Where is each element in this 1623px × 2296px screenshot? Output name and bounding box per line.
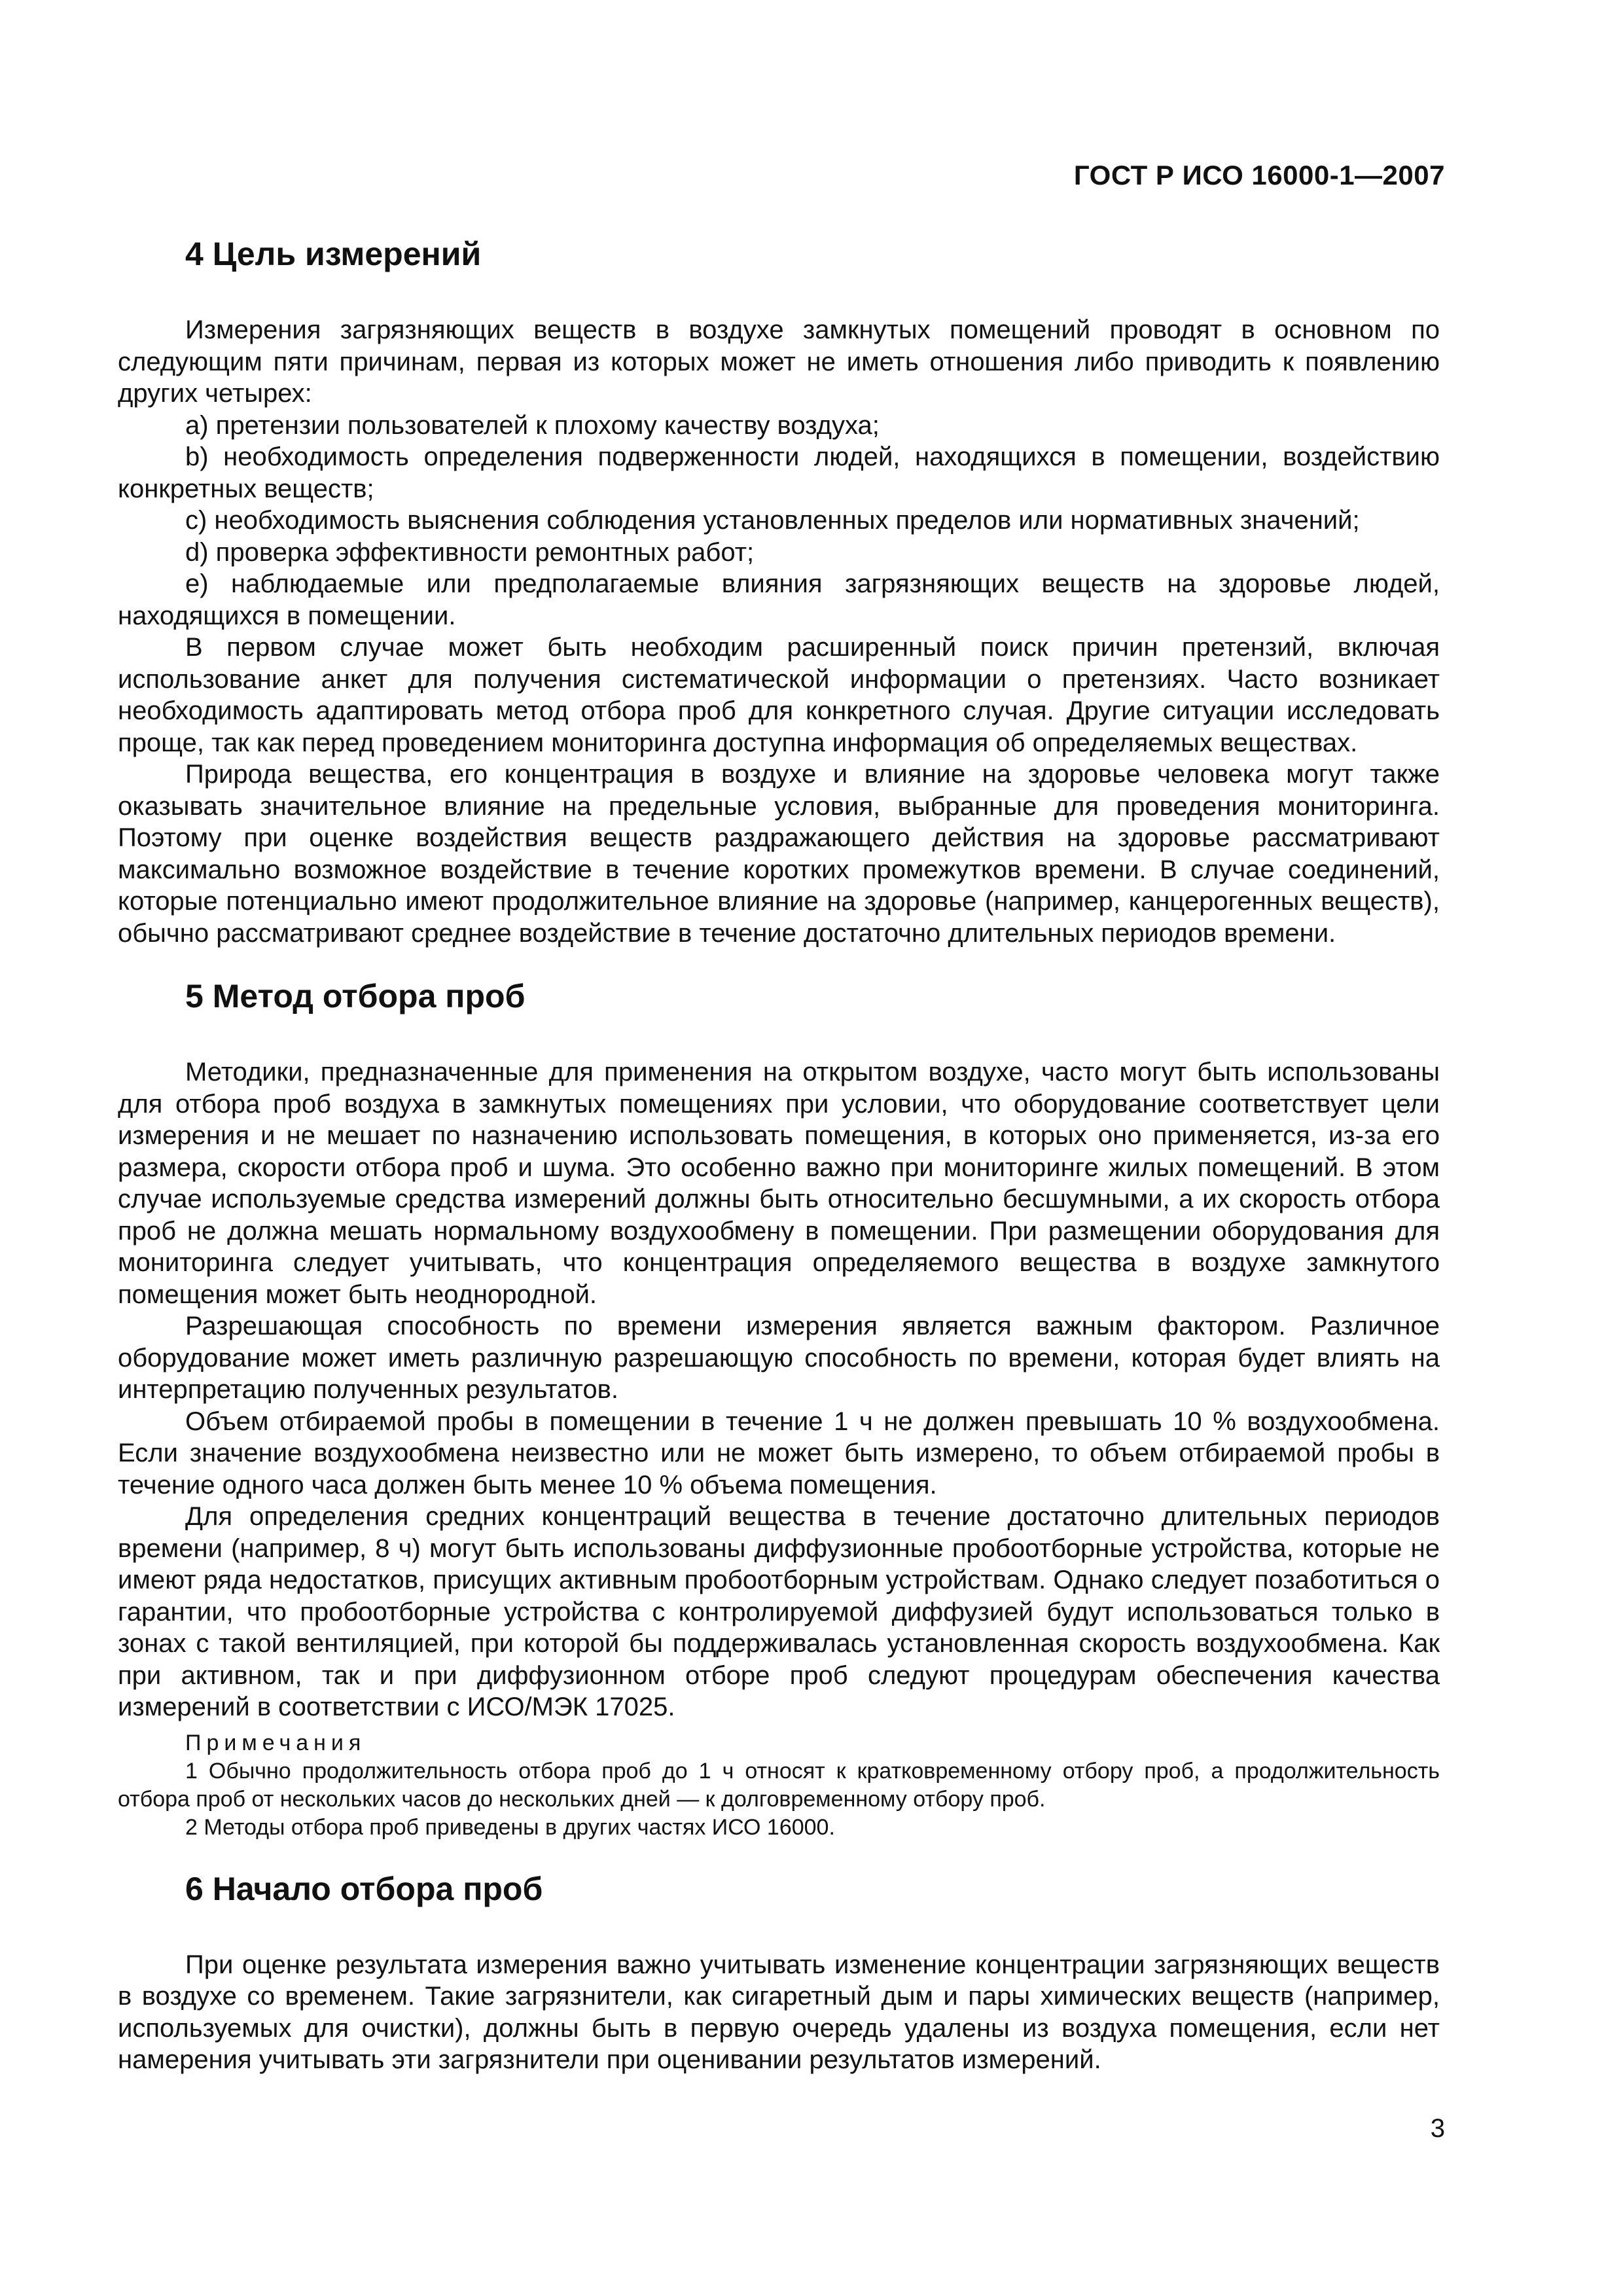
section-4-intro: Измерения загрязняющих веществ в воздухе замкнутых помещений проводят в основном по следующим пяти причинам, первая из которых может не иметь отношения либо приводить к появлению других четырех:: [118, 315, 1440, 408]
section-4-item-e: e) наблюдаемые или предполагаемые влияния загрязняющих веществ на здоровье людей, находящихся в помещении.: [118, 569, 1440, 630]
section-5-title: 5 Метод отбора проб: [185, 978, 526, 1014]
section-5-paragraph: Объем отбираемой пробы в помещении в течение 1 ч не должен превышать 10 % воздухообмена. Если значение воздухообмена неизвестно или не может быть измерено, то объем отбираемой пробы в течение одного часа должен быть менее 10 % объема помещения.: [118, 1407, 1440, 1499]
section-6-title: 6 Начало отбора проб: [185, 1870, 543, 1907]
notes-heading: Примечания: [185, 1730, 366, 1755]
section-4-item-d: d) проверка эффективности ремонтных работ;: [185, 537, 755, 567]
section-4-item-b: b) необходимость определения подверженности людей, находящихся в помещении, воздействию конкретных веществ;: [118, 442, 1440, 503]
section-5-paragraph: Разрешающая способность по времени измерения является важным фактором. Различное оборудование может иметь различную разрешающую способность по времени, которая будет влиять на интерпретацию полученных результатов.: [118, 1312, 1440, 1404]
section-4-paragraph: Природа вещества, его концентрация в воздухе и влияние на здоровье человека могут также оказывать значительное влияние на предельные условия, выбранные для проведения мониторинга. Поэтому при оценке воздействия веществ раздражающего действия на здоровье рассматривают максимально возможное воздействие в течение коротких промежутков времени. В случае соединений, которые потенциально имеют продолжительное влияние на здоровье (например, канцерогенных веществ), обычно рассматривают среднее воздействие в течение достаточно длительных периодов времени.: [118, 760, 1440, 948]
section-4-title: 4 Цель измерений: [185, 236, 482, 272]
section-5-paragraph: Для определения средних концентраций вещества в течение достаточно длительных периодов времени (например, 8 ч) могут быть использованы диффузионные пробоотборные устройства, которые не имеют ряда недостатков, присущих активным пробоотборным устройствам. Однако следует позаботиться о гарантии, что пробоотборные устройства с контролируемой диффузией будут использоваться только в зонах с такой вентиляцией, при которой бы поддерживалась установленная скорость воздухообмена. Как при активном, так и при диффузионном отборе проб следуют процедурам обеспечения качества измерений в соответствии с ИСО/МЭК 17025.: [118, 1502, 1440, 1721]
section-6-paragraph: При оценке результата измерения важно учитывать изменение концентрации загрязняющих веществ в воздухе со временем. Такие загрязнители, как сигаретный дым и пары химических веществ (например, используемых для очистки), должны быть в первую очередь удалены из воздуха помещения, если нет намерения учитывать эти загрязнители при оценивании результатов измерений.: [118, 1950, 1440, 2074]
section-4-paragraph: В первом случае может быть необходим расширенный поиск причин претензий, включая использование анкет для получения систематической информации о претензиях. Часто возникает необходимость адаптировать метод отбора проб для конкретного случая. Другие ситуации исследовать проще, так как перед проведением мониторинга доступна информация об определяемых веществах.: [118, 633, 1440, 757]
section-4-item-a: a) претензии пользователей к плохому качеству воздуха;: [185, 410, 880, 440]
document-header: ГОСТ Р ИСО 16000-1—2007: [1073, 160, 1445, 190]
section-4-item-c: c) необходимость выяснения соблюдения установленных пределов или нормативных значений;: [185, 506, 1360, 535]
note-2: 2 Методы отбора проб приведены в других частях ИСО 16000.: [185, 1814, 835, 1840]
document-body: [118, 230, 1440, 2076]
page-number: 3: [1430, 2114, 1445, 2143]
section-5-paragraph: Методики, предназначенные для применения на открытом воздухе, часто могут быть использованы для отбора проб воздуха в замкнутых помещениях при условии, что оборудование соответствует цели измерения и не мешает по назначению использовать помещения, в которых оно применяется, из-за его размера, скорости отбора проб и шума. Это особенно важно при мониторинге жилых помещений. В этом случае используемые средства измерений должны быть относительно бесшумными, а их скорость отбора проб не должна мешать нормальному воздухообмену в помещении. При размещении оборудования для мониторинга следует учитывать, что концентрация определяемого вещества в воздухе замкнутого помещения может быть неоднородной.: [118, 1058, 1440, 1309]
note-1: 1 Обычно продолжительность отбора проб до 1 ч относят к кратковременному отбору проб, а продолжительность отбора проб от нескольких часов до нескольких дней — к долговременному отбору проб.: [118, 1758, 1440, 1812]
